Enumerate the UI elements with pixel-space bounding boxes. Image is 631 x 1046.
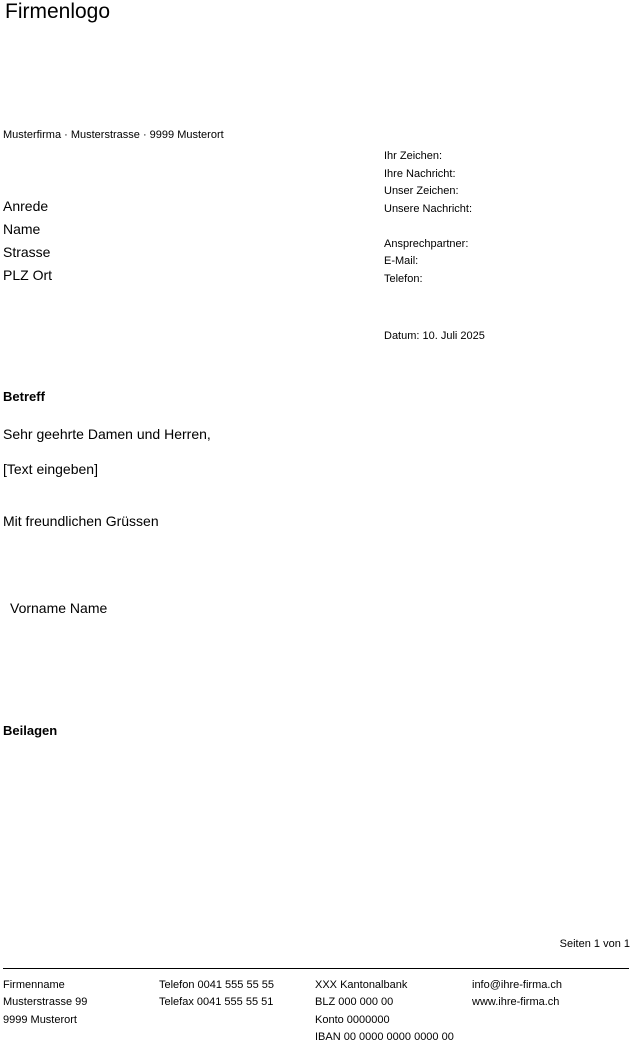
sender-return-address: Musterfirma · Musterstrasse · 9999 Musterort [3, 129, 224, 141]
recipient-city: PLZ Ort [3, 267, 53, 283]
recipient-street: Strasse [3, 244, 51, 260]
reference-block [384, 148, 472, 288]
ref-unser-zeichen: Unser Zeichen: [384, 185, 459, 197]
ref-telefon: Telefon: [384, 272, 423, 285]
footer-company-city: 9999 Musterort [3, 1013, 77, 1026]
letter-closing: Mit freundlichen Grüssen [3, 513, 159, 529]
footer-bank-name: XXX Kantonalbank [315, 979, 408, 991]
signer-name: Vorname Name [10, 600, 108, 616]
company-logo-placeholder: Firmenlogo [5, 0, 111, 23]
letter-salutation: Sehr geehrte Damen und Herren, [3, 426, 211, 442]
footer-bank-column [315, 977, 454, 1046]
footer-bank-iban: IBAN 00 0000 0000 0000 00 [315, 1030, 454, 1043]
footer-bank-blz: BLZ 000 000 00 [315, 996, 394, 1009]
footer-divider [3, 968, 629, 969]
footer-contact-column [472, 977, 562, 1012]
footer-company-street: Musterstrasse 99 [3, 996, 88, 1009]
footer-fax: Telefax 0041 555 55 51 [159, 996, 274, 1009]
ref-email: E-Mail: [384, 255, 419, 267]
footer-email-link[interactable]: info@ihre-firma.ch [472, 979, 563, 991]
letter-subject: Betreff [3, 389, 45, 404]
ref-unsere-nachricht: Unsere Nachricht: [384, 202, 473, 215]
letter-body-placeholder: [Text eingeben] [3, 461, 98, 477]
footer-phone-column [159, 977, 274, 1012]
ref-spacer [384, 218, 472, 236]
footer-company-name: Firmenname [3, 979, 65, 991]
footer-company-column [3, 977, 87, 1029]
recipient-name: Name [3, 221, 41, 237]
enclosures-heading: Beilagen [3, 723, 58, 738]
recipient-salutation: Anrede [3, 198, 49, 214]
ref-ihr-zeichen: Ihr Zeichen: [384, 150, 443, 162]
page-count: Seiten 1 von 1 [559, 938, 630, 950]
footer-website-link[interactable]: www.ihre-firma.ch [472, 996, 560, 1009]
recipient-address-block [3, 195, 52, 287]
ref-ansprechpartner: Ansprechpartner: [384, 237, 469, 250]
letter-date: Datum: 10. Juli 2025 [384, 330, 485, 342]
footer-phone: Telefon 0041 555 55 55 [159, 979, 274, 991]
footer-bank-account: Konto 0000000 [315, 1013, 390, 1026]
ref-ihre-nachricht: Ihre Nachricht: [384, 167, 456, 180]
